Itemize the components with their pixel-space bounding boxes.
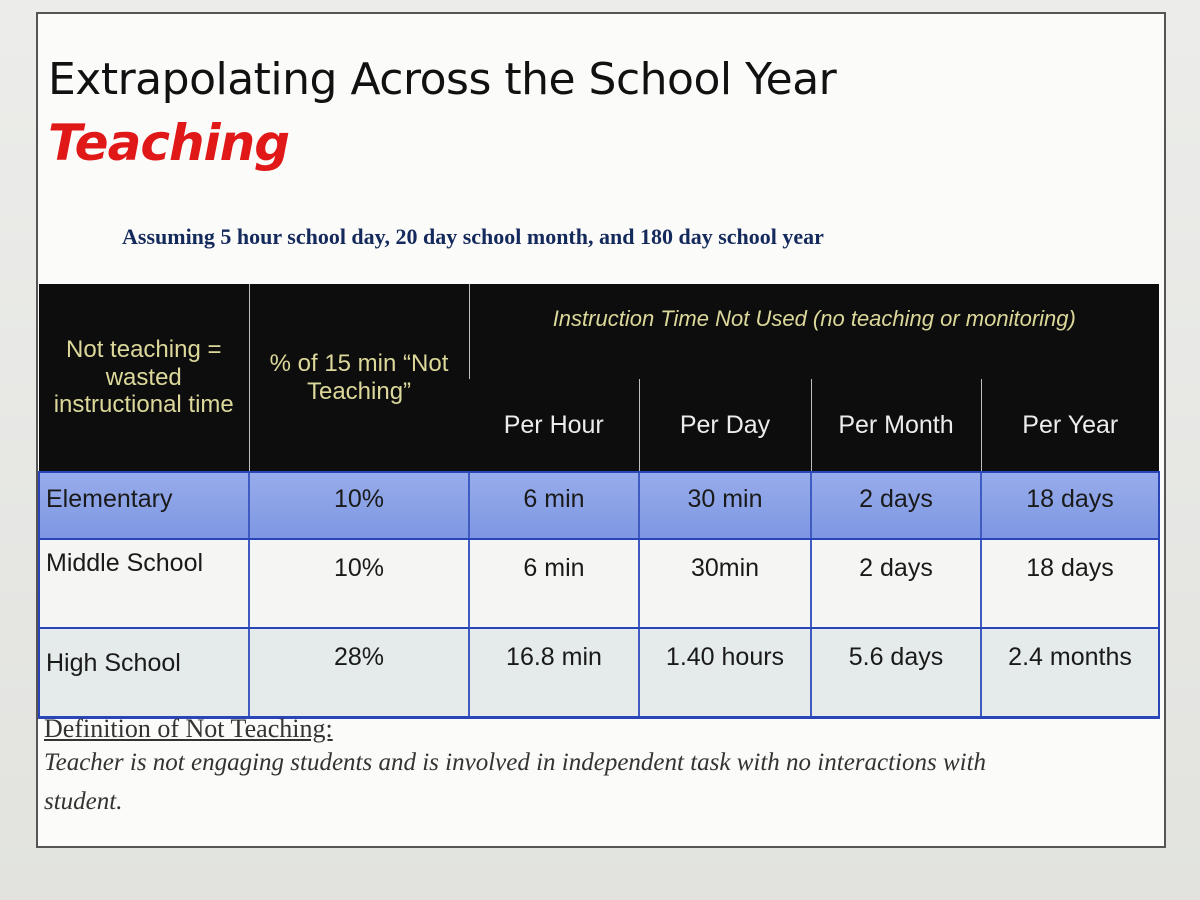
table-row [39,472,1159,539]
header-per-hour: Per Hour [469,379,639,472]
cell-percent: 10% [249,472,469,539]
definition-title: Definition of Not Teaching: [44,714,333,743]
cell-per-day: 1.40 hours [639,628,811,718]
presentation-slide [36,12,1166,848]
definition-body: Teacher is not engaging students and is involved in independent task with no interactions with student. [44,749,987,815]
cell-per-month: 2 days [811,472,981,539]
slide-subtitle: Teaching [48,114,290,172]
cell-percent: 10% [249,539,469,628]
table-header-row [39,284,1159,379]
cell-per-year: 18 days [981,472,1159,539]
cell-per-day: 30min [639,539,811,628]
header-instruction-time-not-used: Instruction Time Not Used (no teaching or monitoring) [469,284,1159,379]
assumption-text: Assuming 5 hour school day, 20 day school month, and 180 day school year [122,224,824,249]
cell-level: Elementary [39,472,249,539]
cell-per-day: 30 min [639,472,811,539]
cell-per-hour: 16.8 min [469,628,639,718]
table-row [39,628,1159,718]
definition-block [44,714,1064,822]
header-per-month: Per Month [811,379,981,472]
slide-title: Extrapolating Across the School Year [48,54,837,105]
cell-per-year: 18 days [981,539,1159,628]
cell-per-hour: 6 min [469,472,639,539]
header-per-year: Per Year [981,379,1159,472]
header-per-day: Per Day [639,379,811,472]
instruction-time-table [38,284,1160,719]
table-row [39,539,1159,628]
cell-per-month: 2 days [811,539,981,628]
cell-per-month: 5.6 days [811,628,981,718]
header-not-teaching: Not teaching = wasted instructional time [39,284,249,472]
cell-level: High School [39,628,249,718]
cell-per-hour: 6 min [469,539,639,628]
cell-level: Middle School [39,539,249,628]
cell-percent: 28% [249,628,469,718]
header-percent-not-teaching: % of 15 min “Not Teaching” [249,284,469,472]
cell-per-year: 2.4 months [981,628,1159,718]
